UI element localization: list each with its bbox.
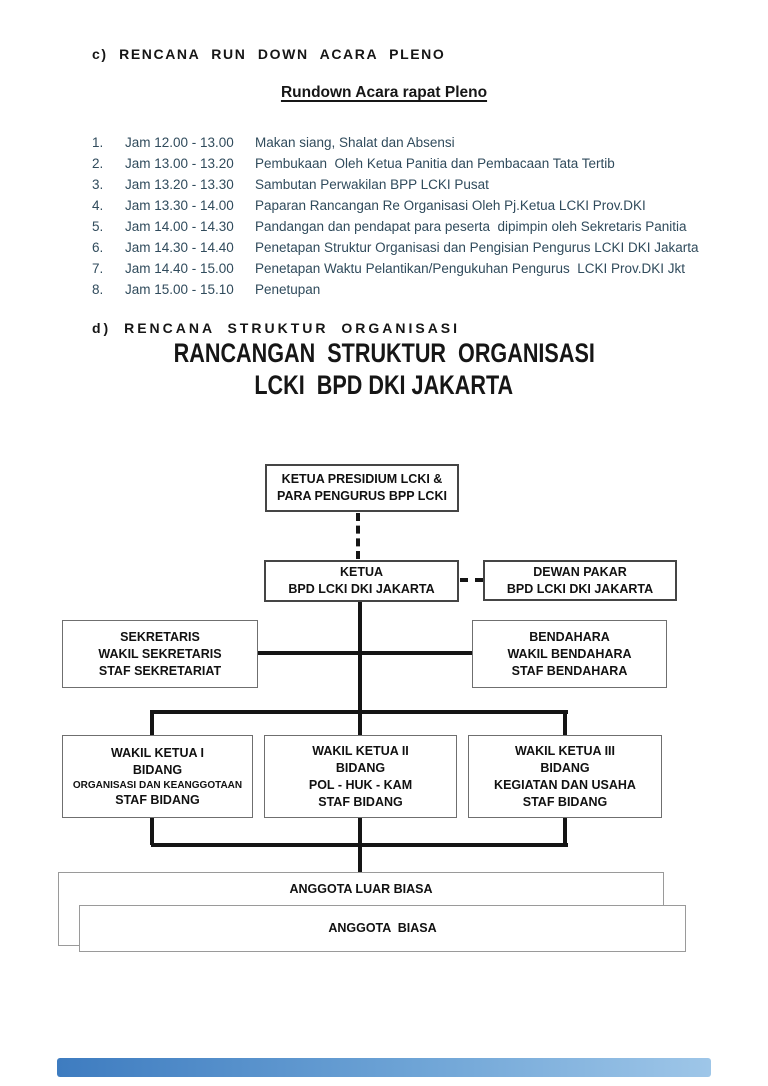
schedule-time: Jam 13.00 - 13.20 xyxy=(125,156,234,171)
schedule-row xyxy=(92,174,732,195)
schedule-number: 4. xyxy=(92,198,104,213)
org-box-wakil-ketua-2 xyxy=(264,735,457,818)
connector-drop-wakil1 xyxy=(150,710,154,735)
org-box-wakil1-line4: STAF BIDANG xyxy=(115,792,200,807)
connector-sekretaris-bendahara xyxy=(258,651,472,655)
schedule-row xyxy=(92,195,732,216)
org-box-sekretaris-line1: SEKRETARIS xyxy=(120,629,200,644)
schedule-number: 7. xyxy=(92,261,104,276)
org-box-sekretaris-line3: STAF SEKRETARIAT xyxy=(98,663,222,678)
schedule-activity: Makan siang, Shalat dan Absensi xyxy=(255,135,455,150)
schedule-row xyxy=(92,279,732,300)
schedule-activity: Penetupan xyxy=(255,282,321,297)
org-title-line1-wrap xyxy=(0,338,768,368)
schedule-activity: Sambutan Perwakilan BPP LCKI Pusat xyxy=(255,177,489,192)
org-box-presidium-line1: KETUA PRESIDIUM LCKI & xyxy=(281,472,443,486)
schedule-activity: Pandangan dan pendapat para peserta dipimpin oleh Sekretaris Panitia xyxy=(255,219,687,234)
org-box-anggota-biasa xyxy=(79,905,686,952)
dashed-connector-presidium-ketua xyxy=(356,513,360,559)
connector-stub-wakil3 xyxy=(563,818,567,845)
connector-drop-wakil3 xyxy=(563,710,567,735)
org-box-wakil3-line3: KEGIATAN DAN USAHA xyxy=(494,777,636,792)
connector-tbar-upper xyxy=(151,710,568,714)
schedule-time: Jam 15.00 - 15.10 xyxy=(125,282,234,297)
schedule-time: Jam 13.30 - 14.00 xyxy=(125,198,234,213)
org-box-wakil-ketua-3 xyxy=(468,735,662,818)
org-box-presidium-line2: PARA PENGURUS BPP LCKI xyxy=(277,489,447,503)
schedule-number: 2. xyxy=(92,156,104,171)
org-box-wakil3-line1: WAKIL KETUA III xyxy=(515,743,615,758)
schedule-time: Jam 14.30 - 14.40 xyxy=(125,240,234,255)
connector-ketua-down xyxy=(358,602,362,735)
connector-drop-anggota xyxy=(358,843,362,872)
schedule-activity: Penetapan Waktu Pelantikan/Pengukuhan Pengurus LCKI Prov.DKI Jkt xyxy=(255,261,686,276)
org-box-wakil1-line2: BIDANG xyxy=(132,762,183,777)
org-title-line2: LCKI BPD DKI JAKARTA xyxy=(254,370,514,400)
schedule-row xyxy=(92,132,732,153)
org-title-line1: RANCANGAN STRUKTUR ORGANISASI xyxy=(173,338,595,368)
connector-stub-wakil1 xyxy=(150,818,154,845)
schedule-activity: Pembukaan Oleh Ketua Panitia dan Pembacaan Tata Tertib xyxy=(255,156,615,171)
schedule-number: 8. xyxy=(92,282,104,297)
org-box-bendahara-line3: STAF BENDAHARA xyxy=(511,663,628,678)
schedule-row xyxy=(92,237,732,258)
org-box-wakil2-line4: STAF BIDANG xyxy=(318,794,403,809)
rundown-title: Rundown Acara rapat Pleno xyxy=(280,84,488,101)
org-box-wakil1-line3: ORGANISASI DAN KEANGGOTAAN xyxy=(72,779,243,791)
schedule-row xyxy=(92,153,732,174)
org-box-wakil2-line1: WAKIL KETUA II xyxy=(312,743,409,758)
org-box-wakil-ketua-1 xyxy=(62,735,253,818)
schedule-time: Jam 12.00 - 13.00 xyxy=(125,135,234,150)
schedule-row xyxy=(92,258,732,279)
org-box-wakil3-line4: STAF BIDANG xyxy=(522,794,608,809)
schedule-time: Jam 13.20 - 13.30 xyxy=(125,177,234,192)
dashed-connector-ketua-dewan xyxy=(460,578,483,582)
org-box-anggota-luar-biasa-label: ANGGOTA LUAR BIASA xyxy=(289,882,433,896)
schedule-number: 3. xyxy=(92,177,104,192)
org-box-dewan-pakar xyxy=(483,560,677,601)
org-box-bendahara xyxy=(472,620,667,688)
section-d-heading: d) RENCANA STRUKTUR ORGANISASI xyxy=(92,320,461,336)
schedule-row xyxy=(92,216,732,237)
org-box-wakil2-line3: POL - HUK - KAM xyxy=(308,777,413,792)
org-box-anggota-biasa-label: ANGGOTA BIASA xyxy=(328,921,437,935)
org-box-ketua xyxy=(264,560,459,602)
section-c-heading: c) RENCANA RUN DOWN ACARA PLENO xyxy=(92,46,446,62)
org-box-bendahara-line2: WAKIL BENDAHARA xyxy=(507,646,632,661)
org-box-sekretaris-line2: WAKIL SEKRETARIS xyxy=(98,646,222,661)
schedule-activity: Penetapan Struktur Organisasi dan Pengisian Pengurus LCKI DKI Jakarta xyxy=(255,240,699,255)
schedule-time: Jam 14.40 - 15.00 xyxy=(125,261,234,276)
org-box-ketua-line1: KETUA xyxy=(339,565,384,579)
rundown-title-wrap xyxy=(0,84,768,102)
schedule-number: 6. xyxy=(92,240,104,255)
schedule-time: Jam 14.00 - 14.30 xyxy=(125,219,234,234)
schedule-activity: Paparan Rancangan Re Organisasi Oleh Pj.Ketua LCKI Prov.DKI xyxy=(255,198,646,213)
org-box-bendahara-line1: BENDAHARA xyxy=(529,629,610,644)
connector-stub-wakil2 xyxy=(358,818,362,845)
org-box-wakil2-line2: BIDANG xyxy=(335,760,386,775)
org-box-dewan-line2: BPD LCKI DKI JAKARTA xyxy=(506,581,654,596)
schedule-number: 1. xyxy=(92,135,104,150)
org-box-sekretaris xyxy=(62,620,258,688)
org-box-presidium xyxy=(265,464,459,512)
org-box-dewan-line1: DEWAN PAKAR xyxy=(533,564,627,579)
footer-decoration-bar xyxy=(57,1058,711,1077)
org-title-line2-wrap xyxy=(0,370,768,400)
schedule-number: 5. xyxy=(92,219,104,234)
org-box-wakil1-line1: WAKIL KETUA I xyxy=(110,745,205,760)
org-box-wakil3-line2: BIDANG xyxy=(540,760,590,775)
org-box-ketua-line2: BPD LCKI DKI JAKARTA xyxy=(288,582,435,596)
